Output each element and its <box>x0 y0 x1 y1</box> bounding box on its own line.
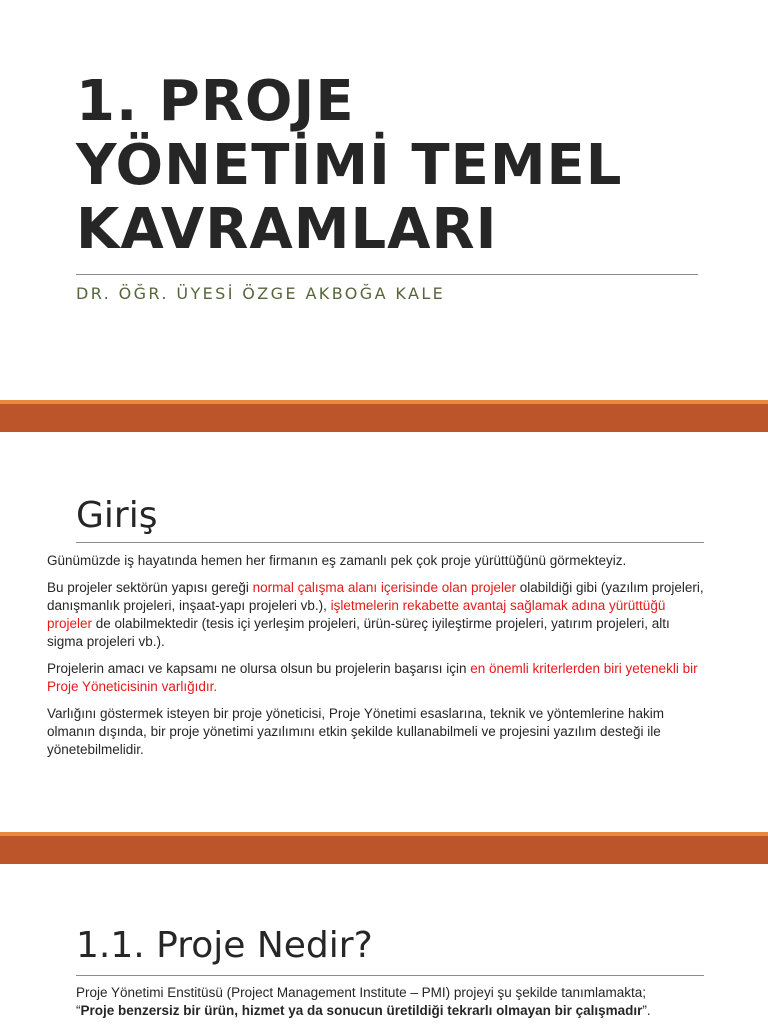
highlight-text: işletmelerin rekabette avantaj sağlamak adına yürüttüğü projeler <box>47 598 666 631</box>
intro-paragraph-2 <box>47 579 709 651</box>
highlight-text: normal çalışma alanı içerisinde olan projeler <box>252 580 517 595</box>
text-span: olabildiği gibi (yazılım projeleri, danışmanlık projeleri, inşaat-yapı projeleri vb.), <box>47 580 704 613</box>
intro-heading-divider <box>76 542 704 543</box>
quote-close: ”. <box>642 1003 651 1018</box>
definition-paragraph-1: Proje Yönetimi Enstitüsü (Project Management Institute – PMI) projeyi şu şekilde tanımlamakta; <box>76 985 647 1000</box>
definition-slide <box>0 864 768 1024</box>
text-span: Projelerin amacı ve kapsamı ne olursa olsun bu projelerin başarısı için <box>47 661 471 676</box>
definition-quote: Proje benzersiz bir ürün, hizmet ya da sonucun üretildiği tekrarlı olmayan bir çalışmadır <box>80 1003 643 1018</box>
intro-slide <box>0 432 768 832</box>
presentation-title <box>76 70 623 262</box>
definition-heading: 1.1. Proje Nedir? <box>76 925 373 966</box>
title-line-3: KAVRAMLARI <box>76 197 498 262</box>
text-span: Bu projeler sektörün yapısı gereği <box>47 580 253 595</box>
intro-paragraph-4: Varlığını göstermek isteyen bir proje yöneticisi, Proje Yönetimi esaslarına, teknik ve yöntemlerine hakim olmanın dışında, bir proje yönetimi yazılımını etkin şekilde kullanabilmeli ve projesini yazılım desteği ile yönetebilmelidir. <box>47 706 665 757</box>
slide-separator-1 <box>0 400 768 432</box>
intro-body <box>47 552 709 768</box>
intro-paragraph-1: Günümüzde iş hayatında hemen her firmanın eş zamanlı pek çok proje yürüttüğünü görmekteyiz. <box>47 553 627 568</box>
author-subtitle: DR. ÖĞR. ÜYESİ ÖZGE AKBOĞA KALE <box>76 284 446 303</box>
definition-paragraph-2 <box>76 1002 716 1020</box>
slide-separator-2 <box>0 832 768 864</box>
text-span: de olabilmektedir (tesis içi yerleşim projeleri, ürün-süreç iyileştirme projeleri, yatırım projeleri, altı sigma projeleri vb.). <box>47 616 670 649</box>
title-line-1: 1. PROJE <box>76 69 355 134</box>
intro-paragraph-3 <box>47 660 709 696</box>
quote-open: “ <box>76 1003 81 1018</box>
highlight-text: en önemli kriterlerden biri yetenekli bir Proje Yöneticisinin varlığıdır. <box>47 661 698 694</box>
intro-heading: Giriş <box>76 495 158 536</box>
title-line-2: YÖNETİMİ TEMEL <box>76 133 623 198</box>
title-slide <box>0 0 768 400</box>
definition-body <box>76 984 716 1020</box>
title-divider <box>76 274 698 275</box>
definition-heading-divider <box>76 975 704 976</box>
